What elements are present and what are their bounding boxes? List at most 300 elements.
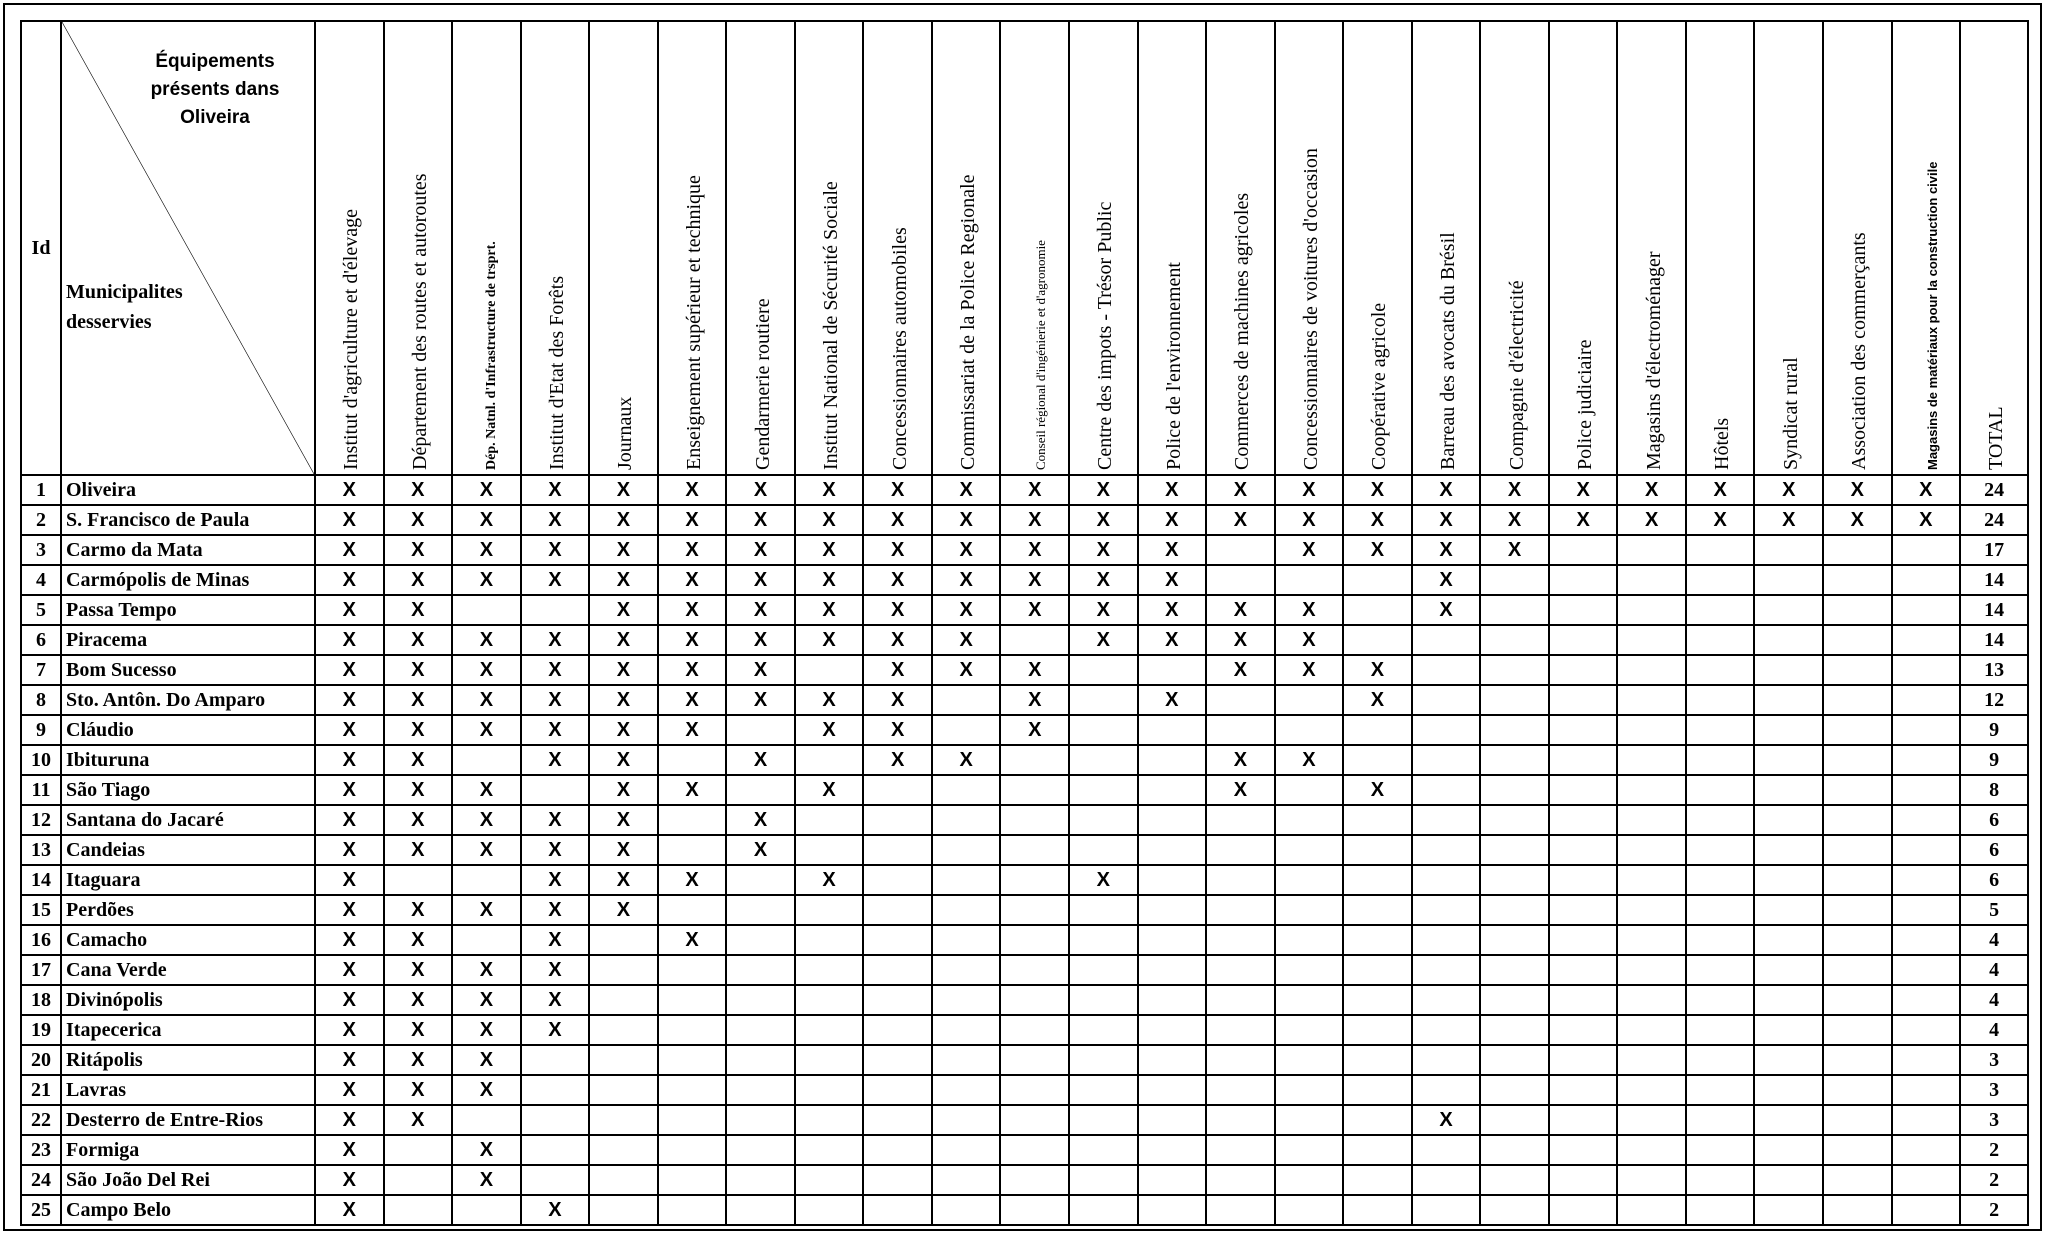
equipment-cell xyxy=(1892,535,1961,565)
equipment-cell: X xyxy=(452,805,521,835)
equipment-cell xyxy=(1480,625,1549,655)
corner-top-line: présents dans xyxy=(150,79,280,100)
equipment-cell xyxy=(1617,865,1686,895)
equipment-cell xyxy=(1686,1075,1755,1105)
equipment-cell: X xyxy=(452,565,521,595)
equipment-cell xyxy=(1275,835,1344,865)
equipment-cell xyxy=(1892,1075,1961,1105)
equipment-cell xyxy=(1275,985,1344,1015)
equipment-cell xyxy=(1275,1045,1344,1075)
equipment-cell xyxy=(1138,1165,1207,1195)
equipment-cell xyxy=(1754,1195,1823,1225)
equipment-cell xyxy=(384,1165,453,1195)
row-id: 15 xyxy=(21,895,61,925)
equipment-cell xyxy=(1686,805,1755,835)
corner-bottom-line: Municipalites xyxy=(66,281,183,303)
equipment-cell xyxy=(863,1045,932,1075)
equipment-cell xyxy=(1275,1105,1344,1135)
equipment-cell: X xyxy=(726,595,795,625)
table-row xyxy=(21,835,2028,865)
equipment-cell xyxy=(521,1105,590,1135)
table-row xyxy=(21,565,2028,595)
equipment-cell xyxy=(521,775,590,805)
equipment-cell: X xyxy=(1754,505,1823,535)
equipment-cell xyxy=(589,955,658,985)
equipment-cell xyxy=(863,1105,932,1135)
equipment-cell: X xyxy=(1069,625,1138,655)
municipality-name: Itapecerica xyxy=(61,1015,315,1045)
equipment-cell xyxy=(1000,835,1069,865)
table-body xyxy=(21,475,2028,1225)
equipment-cell: X xyxy=(315,1045,384,1075)
equipment-cell: X xyxy=(452,1075,521,1105)
equipment-cell: X xyxy=(589,775,658,805)
equipment-cell: X xyxy=(1343,475,1412,505)
equipment-cell xyxy=(1412,865,1481,895)
equipment-cell xyxy=(1275,1135,1344,1165)
equipment-cell: X xyxy=(1000,475,1069,505)
equipment-cell: X xyxy=(384,805,453,835)
equipment-cell xyxy=(1549,1045,1618,1075)
equipment-cell: X xyxy=(932,595,1001,625)
equipment-cell: X xyxy=(315,925,384,955)
equipment-cell xyxy=(1892,1135,1961,1165)
equipment-cell: X xyxy=(315,805,384,835)
row-id: 13 xyxy=(21,835,61,865)
equipment-cell xyxy=(1206,1105,1275,1135)
equipment-cell xyxy=(1206,925,1275,955)
equipment-cell xyxy=(1823,1195,1892,1225)
equipment-cell xyxy=(1069,715,1138,745)
equipment-cell xyxy=(1412,745,1481,775)
equipment-cell: X xyxy=(384,955,453,985)
equipment-cell xyxy=(1206,1135,1275,1165)
table-row xyxy=(21,595,2028,625)
equipment-cell xyxy=(1892,955,1961,985)
row-total: 4 xyxy=(1960,925,2028,955)
row-id: 24 xyxy=(21,1165,61,1195)
equipment-cell xyxy=(1000,1165,1069,1195)
column-header xyxy=(1412,21,1481,475)
equipment-cell xyxy=(1617,685,1686,715)
equipment-cell xyxy=(1549,1165,1618,1195)
row-total: 24 xyxy=(1960,475,2028,505)
equipment-cell xyxy=(1892,625,1961,655)
equipment-cell: X xyxy=(521,985,590,1015)
row-id: 12 xyxy=(21,805,61,835)
equipment-cell: X xyxy=(1138,475,1207,505)
equipment-cell: X xyxy=(1206,625,1275,655)
equipment-cell xyxy=(384,1135,453,1165)
equipment-cell: X xyxy=(315,535,384,565)
equipment-cell xyxy=(932,685,1001,715)
equipment-cell xyxy=(658,955,727,985)
equipment-cell xyxy=(726,715,795,745)
column-header xyxy=(932,21,1001,475)
column-header-label: Magasins de matériaux pour la construction civile xyxy=(1924,161,1940,470)
municipality-name: Camacho xyxy=(61,925,315,955)
equipment-cell xyxy=(863,805,932,835)
equipment-cell xyxy=(1343,565,1412,595)
equipment-cell: X xyxy=(1206,475,1275,505)
equipment-cell: X xyxy=(384,775,453,805)
equipment-cell xyxy=(726,1165,795,1195)
equipment-cell: X xyxy=(384,685,453,715)
equipment-cell xyxy=(863,985,932,1015)
table-row xyxy=(21,1105,2028,1135)
equipment-cell xyxy=(1275,805,1344,835)
equipment-cell: X xyxy=(452,835,521,865)
equipment-cell: X xyxy=(589,625,658,655)
total-header xyxy=(1960,21,2028,475)
equipment-cell xyxy=(863,895,932,925)
equipment-cell xyxy=(1549,775,1618,805)
equipment-cell: X xyxy=(1000,565,1069,595)
municipality-name: Perdões xyxy=(61,895,315,925)
equipment-cell xyxy=(1754,865,1823,895)
equipment-cell: X xyxy=(1275,475,1344,505)
equipment-cell xyxy=(1069,1195,1138,1225)
equipment-cell xyxy=(1412,1015,1481,1045)
equipment-cell xyxy=(658,1075,727,1105)
municipality-name: Sto. Antôn. Do Amparo xyxy=(61,685,315,715)
equipment-cell: X xyxy=(1275,505,1344,535)
equipment-cell xyxy=(1892,1045,1961,1075)
equipment-cell xyxy=(384,865,453,895)
equipment-cell xyxy=(1617,745,1686,775)
table-row xyxy=(21,535,2028,565)
column-header-label: Commissariat de la Police Regionale xyxy=(957,174,980,470)
equipment-cell: X xyxy=(452,985,521,1015)
equipment-cell xyxy=(1000,1105,1069,1135)
equipment-cell xyxy=(863,835,932,865)
row-total: 4 xyxy=(1960,955,2028,985)
equipment-cell xyxy=(1275,775,1344,805)
equipment-cell xyxy=(1275,925,1344,955)
equipment-cell xyxy=(1549,925,1618,955)
equipment-cell xyxy=(726,775,795,805)
equipment-cell xyxy=(1823,535,1892,565)
row-id: 21 xyxy=(21,1075,61,1105)
equipment-cell xyxy=(1138,1015,1207,1045)
equipment-cell xyxy=(1343,955,1412,985)
column-header-label: Commerces de machines agricoles xyxy=(1231,192,1254,470)
equipment-cell xyxy=(1617,1195,1686,1225)
column-header-label: Syndicat rural xyxy=(1779,357,1802,470)
equipment-cell: X xyxy=(384,655,453,685)
column-header-label: Hôtels xyxy=(1711,417,1734,470)
table-row xyxy=(21,895,2028,925)
table-row xyxy=(21,805,2028,835)
equipment-cell xyxy=(1823,1045,1892,1075)
equipment-cell xyxy=(1686,985,1755,1015)
column-header xyxy=(1892,21,1961,475)
equipment-cell xyxy=(1754,535,1823,565)
equipment-cell: X xyxy=(521,1195,590,1225)
equipment-cell: X xyxy=(658,595,727,625)
equipment-cell: X xyxy=(795,475,864,505)
municipality-name: Lavras xyxy=(61,1075,315,1105)
equipment-cell: X xyxy=(726,625,795,655)
column-header xyxy=(1275,21,1344,475)
equipment-cell: X xyxy=(452,505,521,535)
corner-top-line: Oliveira xyxy=(180,107,250,128)
equipment-cell: X xyxy=(1000,535,1069,565)
equipment-cell xyxy=(1412,895,1481,925)
municipality-name: S. Francisco de Paula xyxy=(61,505,315,535)
equipment-cell xyxy=(1892,805,1961,835)
row-total: 9 xyxy=(1960,745,2028,775)
equipment-cell: X xyxy=(315,1165,384,1195)
equipment-cell: X xyxy=(863,625,932,655)
equipment-cell xyxy=(1617,625,1686,655)
equipment-cell xyxy=(1892,925,1961,955)
equipment-cell xyxy=(1138,1195,1207,1225)
equipment-cell xyxy=(1206,985,1275,1015)
equipment-cell: X xyxy=(932,535,1001,565)
equipment-cell: X xyxy=(315,715,384,745)
equipment-cell xyxy=(1754,595,1823,625)
equipment-cell: X xyxy=(315,1135,384,1165)
equipment-cell xyxy=(1686,1165,1755,1195)
equipment-cell xyxy=(1754,1015,1823,1045)
municipality-name: São João Del Rei xyxy=(61,1165,315,1195)
equipment-cell: X xyxy=(1754,475,1823,505)
equipment-cell xyxy=(1617,1135,1686,1165)
equipment-cell xyxy=(1000,775,1069,805)
equipment-cell: X xyxy=(795,535,864,565)
equipment-cell xyxy=(1549,655,1618,685)
table-row xyxy=(21,1015,2028,1045)
column-header-label: Enseignement supérieur et technique xyxy=(683,175,705,470)
equipment-cell xyxy=(1823,1075,1892,1105)
equipment-cell xyxy=(1754,1135,1823,1165)
equipment-cell xyxy=(1754,835,1823,865)
equipment-cell: X xyxy=(521,835,590,865)
equipment-cell xyxy=(1206,955,1275,985)
equipment-cell xyxy=(1069,745,1138,775)
equipment-cell xyxy=(1069,985,1138,1015)
equipment-cell xyxy=(658,1135,727,1165)
equipment-cell: X xyxy=(795,505,864,535)
equipment-cell: X xyxy=(452,775,521,805)
equipment-cell: X xyxy=(452,1015,521,1045)
equipment-cell xyxy=(1069,655,1138,685)
equipment-cell: X xyxy=(521,895,590,925)
equipment-cell: X xyxy=(1343,505,1412,535)
equipment-cell xyxy=(658,1165,727,1195)
equipment-cell xyxy=(1069,925,1138,955)
equipment-cell xyxy=(1892,985,1961,1015)
equipment-cell xyxy=(932,1195,1001,1225)
column-header xyxy=(384,21,453,475)
row-total: 14 xyxy=(1960,565,2028,595)
row-id: 14 xyxy=(21,865,61,895)
equipment-cell xyxy=(1892,595,1961,625)
row-id: 11 xyxy=(21,775,61,805)
equipment-cell xyxy=(1754,625,1823,655)
equipment-cell: X xyxy=(315,565,384,595)
equipment-cell: X xyxy=(726,685,795,715)
municipality-name: Divinópolis xyxy=(61,985,315,1015)
equipment-cell xyxy=(1549,565,1618,595)
equipment-cell xyxy=(1412,1135,1481,1165)
row-total: 5 xyxy=(1960,895,2028,925)
column-header-label: Conseil régional d'ingénierie et d'agronomie xyxy=(1032,240,1048,470)
equipment-cell xyxy=(863,865,932,895)
equipment-cell: X xyxy=(1000,655,1069,685)
equipment-cell xyxy=(1343,1045,1412,1075)
equipment-cell: X xyxy=(1069,535,1138,565)
equipment-cell xyxy=(1069,835,1138,865)
equipment-cell xyxy=(1000,865,1069,895)
equipment-cell xyxy=(1617,775,1686,805)
equipment-cell: X xyxy=(726,475,795,505)
equipment-cell: X xyxy=(795,865,864,895)
equipment-cell xyxy=(452,595,521,625)
equipment-cell xyxy=(1823,955,1892,985)
equipment-cell: X xyxy=(589,565,658,595)
row-id: 8 xyxy=(21,685,61,715)
equipment-cell xyxy=(932,985,1001,1015)
equipment-cell xyxy=(1275,955,1344,985)
equipment-cell: X xyxy=(452,475,521,505)
equipment-cell xyxy=(1480,565,1549,595)
row-id: 20 xyxy=(21,1045,61,1075)
equipment-cell: X xyxy=(589,535,658,565)
equipment-cell: X xyxy=(384,895,453,925)
row-total: 8 xyxy=(1960,775,2028,805)
municipality-name: Carmo da Mata xyxy=(61,535,315,565)
equipment-cell xyxy=(1480,655,1549,685)
equipment-cell xyxy=(1343,1105,1412,1135)
equipment-cell xyxy=(1069,805,1138,835)
equipment-cell xyxy=(1686,625,1755,655)
equipment-cell xyxy=(1823,745,1892,775)
equipment-cell xyxy=(1480,1105,1549,1135)
equipment-cell: X xyxy=(521,1015,590,1045)
equipment-cell: X xyxy=(726,505,795,535)
equipment-cell xyxy=(1412,1195,1481,1225)
equipment-cell: X xyxy=(384,1075,453,1105)
equipment-cell: X xyxy=(1206,505,1275,535)
equipment-cell xyxy=(1343,865,1412,895)
equipment-cell xyxy=(1549,985,1618,1015)
table-row xyxy=(21,955,2028,985)
equipment-cell xyxy=(932,805,1001,835)
equipment-cell xyxy=(726,865,795,895)
equipment-cell: X xyxy=(1275,595,1344,625)
equipment-cell: X xyxy=(384,475,453,505)
equipment-cell xyxy=(795,1045,864,1075)
column-header-label: Magasins d'électroménager xyxy=(1642,251,1665,470)
equipment-cell xyxy=(1823,655,1892,685)
equipment-cell: X xyxy=(452,955,521,985)
equipment-cell: X xyxy=(932,625,1001,655)
corner-header xyxy=(61,21,315,475)
equipment-cell: X xyxy=(452,1045,521,1075)
equipment-cell xyxy=(1480,955,1549,985)
equipment-cell xyxy=(1823,805,1892,835)
equipment-cell xyxy=(1412,805,1481,835)
equipment-cell: X xyxy=(384,565,453,595)
equipment-cell xyxy=(1138,655,1207,685)
equipment-cell: X xyxy=(863,475,932,505)
equipment-cell xyxy=(726,1015,795,1045)
equipment-cell xyxy=(452,925,521,955)
equipment-cell xyxy=(1823,685,1892,715)
equipment-cell xyxy=(589,1075,658,1105)
equipment-cell xyxy=(1892,895,1961,925)
equipment-cell: X xyxy=(726,535,795,565)
equipment-cell xyxy=(1000,925,1069,955)
equipment-cell xyxy=(726,895,795,925)
equipment-cell: X xyxy=(315,655,384,685)
equipment-cell xyxy=(1343,835,1412,865)
equipment-cell: X xyxy=(521,505,590,535)
equipment-cell xyxy=(1754,805,1823,835)
equipment-cell xyxy=(658,895,727,925)
table-row xyxy=(21,655,2028,685)
equipment-cell xyxy=(1686,895,1755,925)
equipment-cell xyxy=(1206,1075,1275,1105)
equipment-cell xyxy=(795,1135,864,1165)
column-header xyxy=(1686,21,1755,475)
equipment-cell: X xyxy=(1617,505,1686,535)
equipment-cell xyxy=(1343,805,1412,835)
column-header xyxy=(521,21,590,475)
equipment-cell xyxy=(1754,1165,1823,1195)
equipment-cell xyxy=(1892,565,1961,595)
corner-top-line: Équipements xyxy=(155,51,275,72)
equipment-cell xyxy=(1617,1015,1686,1045)
equipment-cell: X xyxy=(384,595,453,625)
equipment-cell: X xyxy=(452,715,521,745)
equipment-cell: X xyxy=(795,595,864,625)
equipment-cell xyxy=(1343,595,1412,625)
equipment-cell xyxy=(1000,1075,1069,1105)
equipment-cell: X xyxy=(1000,685,1069,715)
equipment-cell xyxy=(1549,745,1618,775)
equipment-cell xyxy=(1617,1105,1686,1135)
column-header xyxy=(1480,21,1549,475)
row-total: 17 xyxy=(1960,535,2028,565)
equipment-cell xyxy=(1343,985,1412,1015)
equipment-cell xyxy=(658,1015,727,1045)
equipment-cell xyxy=(1480,685,1549,715)
equipment-cell: X xyxy=(658,565,727,595)
equipment-cell xyxy=(658,805,727,835)
equipment-cell: X xyxy=(1343,535,1412,565)
equipment-cell xyxy=(1892,715,1961,745)
equipment-cell: X xyxy=(1412,505,1481,535)
equipment-cell xyxy=(1823,865,1892,895)
column-header-label: Gendarmerie routiere xyxy=(751,298,774,470)
equipment-cell xyxy=(1206,535,1275,565)
equipment-cell xyxy=(863,1195,932,1225)
equipment-cell: X xyxy=(932,565,1001,595)
equipment-cell xyxy=(1343,625,1412,655)
equipment-cell: X xyxy=(1275,745,1344,775)
municipality-name: Cláudio xyxy=(61,715,315,745)
equipment-cell xyxy=(726,955,795,985)
equipment-cell xyxy=(1686,1135,1755,1165)
equipment-cell xyxy=(932,1075,1001,1105)
equipment-cell: X xyxy=(1892,475,1961,505)
equipment-cell xyxy=(795,655,864,685)
equipment-cell xyxy=(795,925,864,955)
equipment-cell xyxy=(1823,895,1892,925)
